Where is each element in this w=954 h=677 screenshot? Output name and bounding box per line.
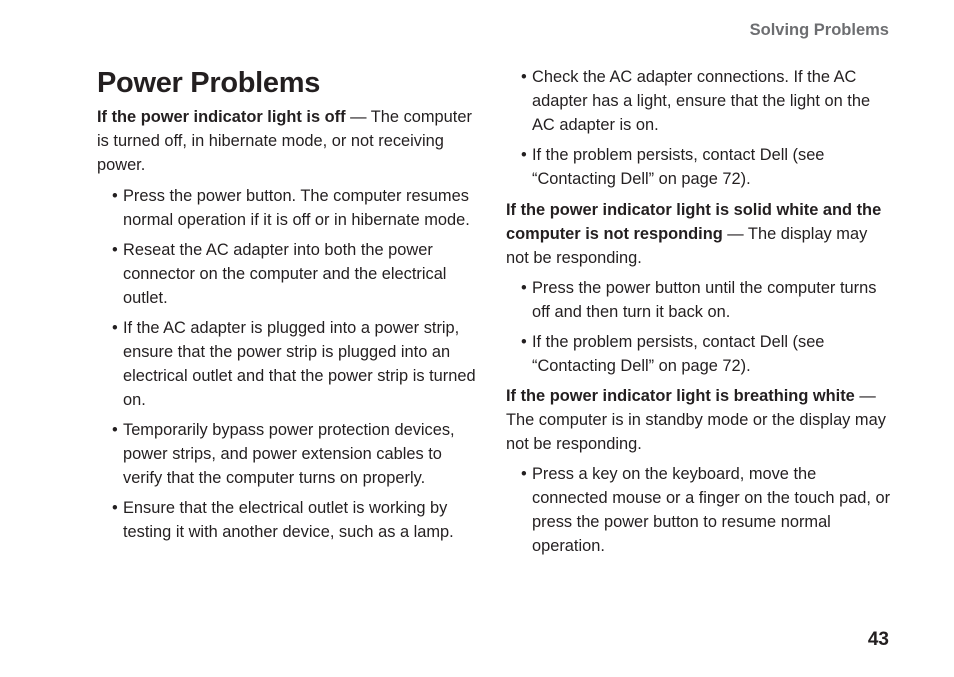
continued-bullet-list <box>506 65 891 191</box>
breathing-white-intro <box>506 384 891 456</box>
continued-bullets <box>506 65 891 197</box>
list-item: • If the AC adapter is plugged into a power strip, ensure that the power strip is plugged into an electrical outlet and that the power strip is turned on. <box>97 316 485 412</box>
list-item: • Temporarily bypass power protection devices, power strips, and power extension cables to verify that the computer turns on properly. <box>97 418 485 490</box>
power-off-description: — The computer is turned off, in hibernate mode, or not receiving power. <box>97 108 472 174</box>
breathing-white-bullet-list <box>506 462 891 558</box>
power-off-section <box>97 105 485 177</box>
list-item: • Ensure that the electrical outlet is working by testing it with another device, such as a lamp. <box>97 496 485 544</box>
solid-white-bullet-list <box>506 276 891 378</box>
list-item: • Check the AC adapter connections. If the AC adapter has a light, ensure that the light on the AC adapter is on. <box>506 65 891 137</box>
power-off-bullet-list <box>97 184 485 544</box>
page-number: 43 <box>867 629 889 650</box>
solid-white-intro <box>506 198 891 270</box>
solid-white-section <box>506 198 891 270</box>
breathing-white-bullets <box>506 462 891 564</box>
power-off-intro <box>97 105 485 177</box>
power-off-bullets <box>97 184 485 550</box>
breathing-white-description: — The computer is in standby mode or the display may not be responding. <box>506 387 886 453</box>
breathing-white-section <box>506 384 891 456</box>
list-item: • If the problem persists, contact Dell (see “Contacting Dell” on page 72). <box>506 330 891 378</box>
list-item: • Press a key on the keyboard, move the connected mouse or a finger on the touch pad, or press the power button to resume normal operation. <box>506 462 891 558</box>
running-header: Solving Problems <box>749 21 889 39</box>
solid-white-lead: If the power indicator light is solid white and the computer is not responding <box>506 201 882 243</box>
solid-white-description: — The display may not be responding. <box>506 225 868 267</box>
power-off-lead: If the power indicator light is off <box>97 108 346 126</box>
breathing-white-lead: If the power indicator light is breathing white <box>506 387 855 405</box>
page-title: Power Problems <box>97 67 321 99</box>
solid-white-bullets <box>506 276 891 384</box>
list-item: • Reseat the AC adapter into both the power connector on the computer and the electrical outlet. <box>97 238 485 310</box>
list-item: • Press the power button until the computer turns off and then turn it back on. <box>506 276 891 324</box>
list-item: • Press the power button. The computer resumes normal operation if it is off or in hibernate mode. <box>97 184 485 232</box>
list-item: • If the problem persists, contact Dell (see “Contacting Dell” on page 72). <box>506 143 891 191</box>
